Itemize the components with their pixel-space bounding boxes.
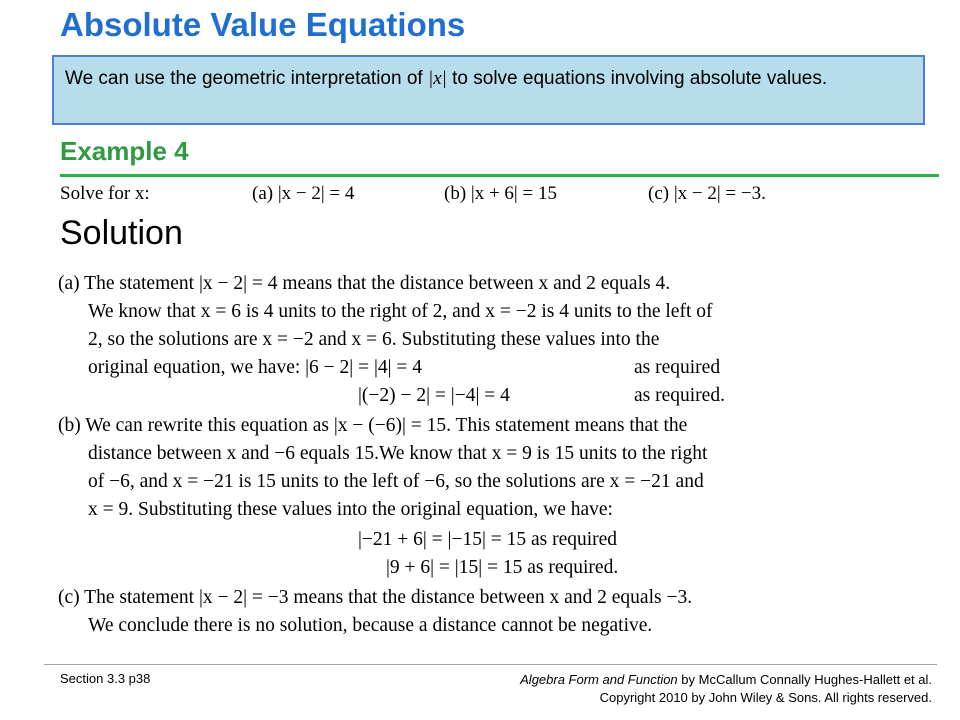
solution-line: x = 9. Substituting these values into the original equation, we have: — [88, 499, 613, 520]
solution-line: We know that x = 6 is 4 units to the right of 2, and x = −2 is 4 units to the left of — [88, 301, 713, 322]
problem-part-c: (c) |x − 2| = −3. — [648, 183, 766, 204]
intro-box — [52, 55, 925, 125]
footer-book-title: Algebra Form and Function — [520, 672, 678, 687]
solution-line: |−21 + 6| = |−15| = 15 as required — [358, 529, 618, 550]
problem-prompt: Solve for x: — [60, 183, 150, 204]
footer-book-authors: by McCallum Connally Hughes-Hallett et al. — [677, 672, 932, 687]
solution-line-note: as required — [634, 357, 721, 378]
intro-math: |x| — [427, 68, 447, 89]
solution-line: original equation, we have: |6 − 2| = |4| = 4 — [88, 357, 422, 378]
solution-line-note: as required. — [634, 385, 725, 406]
solution-line: We conclude there is no solution, because a distance cannot be negative. — [88, 615, 653, 636]
footer-copyright: Copyright 2010 by John Wiley & Sons. All rights reserved. — [599, 690, 932, 705]
solution-line: |(−2) − 2| = |−4| = 4 — [358, 385, 510, 406]
solution-line: distance between x and −6 equals 15.We know that x = 9 is 15 units to the right — [88, 443, 708, 464]
footer-book-line — [520, 671, 932, 689]
solution-title: Solution — [60, 214, 183, 252]
solution-line: (a) The statement |x − 2| = 4 means that the distance between x and 2 equals 4. — [58, 273, 671, 294]
solution-line: 2, so the solutions are x = −2 and x = 6. Substituting these values into the — [88, 329, 660, 350]
page-title: Absolute Value Equations — [60, 6, 466, 43]
intro-text-start: We can use the geometric interpretation of — [65, 68, 428, 89]
solution-line: (b) We can rewrite this equation as |x − (−6)| = 15. This statement means that the — [58, 415, 688, 436]
example-divider — [60, 174, 939, 177]
solution-line: |9 + 6| = |15| = 15 as required. — [386, 557, 619, 578]
solution-line: (c) The statement |x − 2| = −3 means that the distance between x and 2 equals −3. — [58, 587, 693, 608]
footer-divider — [44, 664, 937, 665]
solution-line: of −6, and x = −21 is 15 units to the left of −6, so the solutions are x = −21 and — [88, 471, 704, 492]
problem-part-a: (a) |x − 2| = 4 — [252, 183, 355, 204]
problem-part-b: (b) |x + 6| = 15 — [444, 183, 557, 204]
example-title: Example 4 — [60, 136, 189, 166]
intro-text-end: to solve equations involving absolute values. — [446, 68, 828, 89]
footer-section: Section 3.3 p38 — [60, 671, 151, 686]
footer-citation — [520, 671, 932, 707]
